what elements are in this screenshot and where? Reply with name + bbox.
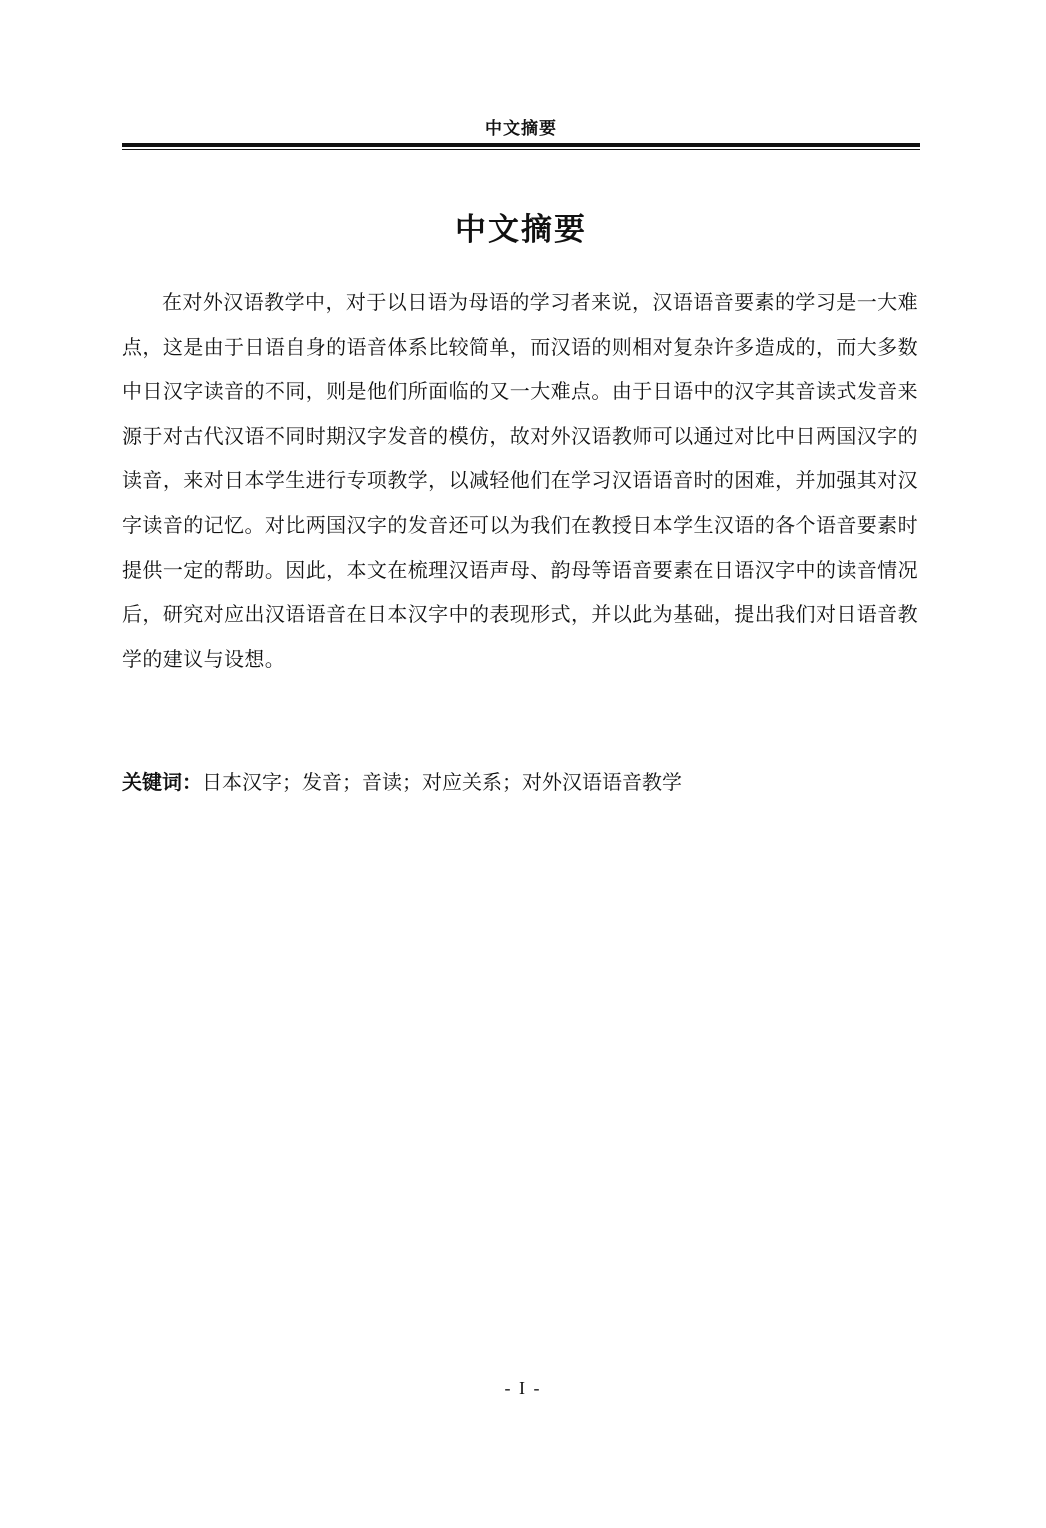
keywords-list: 日本汉字；发音；音读；对应关系；对外汉语语音教学 <box>202 770 682 794</box>
header-rule-thick <box>122 143 920 147</box>
header-rule-thin <box>122 149 920 150</box>
abstract-paragraph: 在对外汉语教学中，对于以日语为母语的学习者来说，汉语语音要素的学习是一大难点，这是由于日语自身的语音体系比较简单，而汉语的则相对复杂许多造成的，而大多数中日汉字读音的不同，则是他们所面临的又一大难点。由于日语中的汉字其音读式发音来源于对古代汉语不同时期汉字发音的模仿，故对外汉语教师可以通过对比中日两国汉字的读音，来对日本学生进行专项教学，以减轻他们在学习汉语语音时的困难，并加强其对汉字读音的记忆。对比两国汉字的发音还可以为我们在教授日本学生汉语的各个语音要素时提供一定的帮助。因此，本文在梳理汉语声母、韵母等语音要素在日语汉字中的读音情况后，研究对应出汉语语音在日本汉字中的表现形式，并以此为基础，提出我们对日语音教学的建议与设想。 <box>122 290 918 671</box>
page-title: 中文摘要 <box>455 212 587 248</box>
running-header: 中文摘要 <box>485 119 557 139</box>
page-number: - I - <box>504 1378 542 1398</box>
keywords-label: 关键词： <box>122 770 202 794</box>
keywords-line <box>122 766 918 798</box>
